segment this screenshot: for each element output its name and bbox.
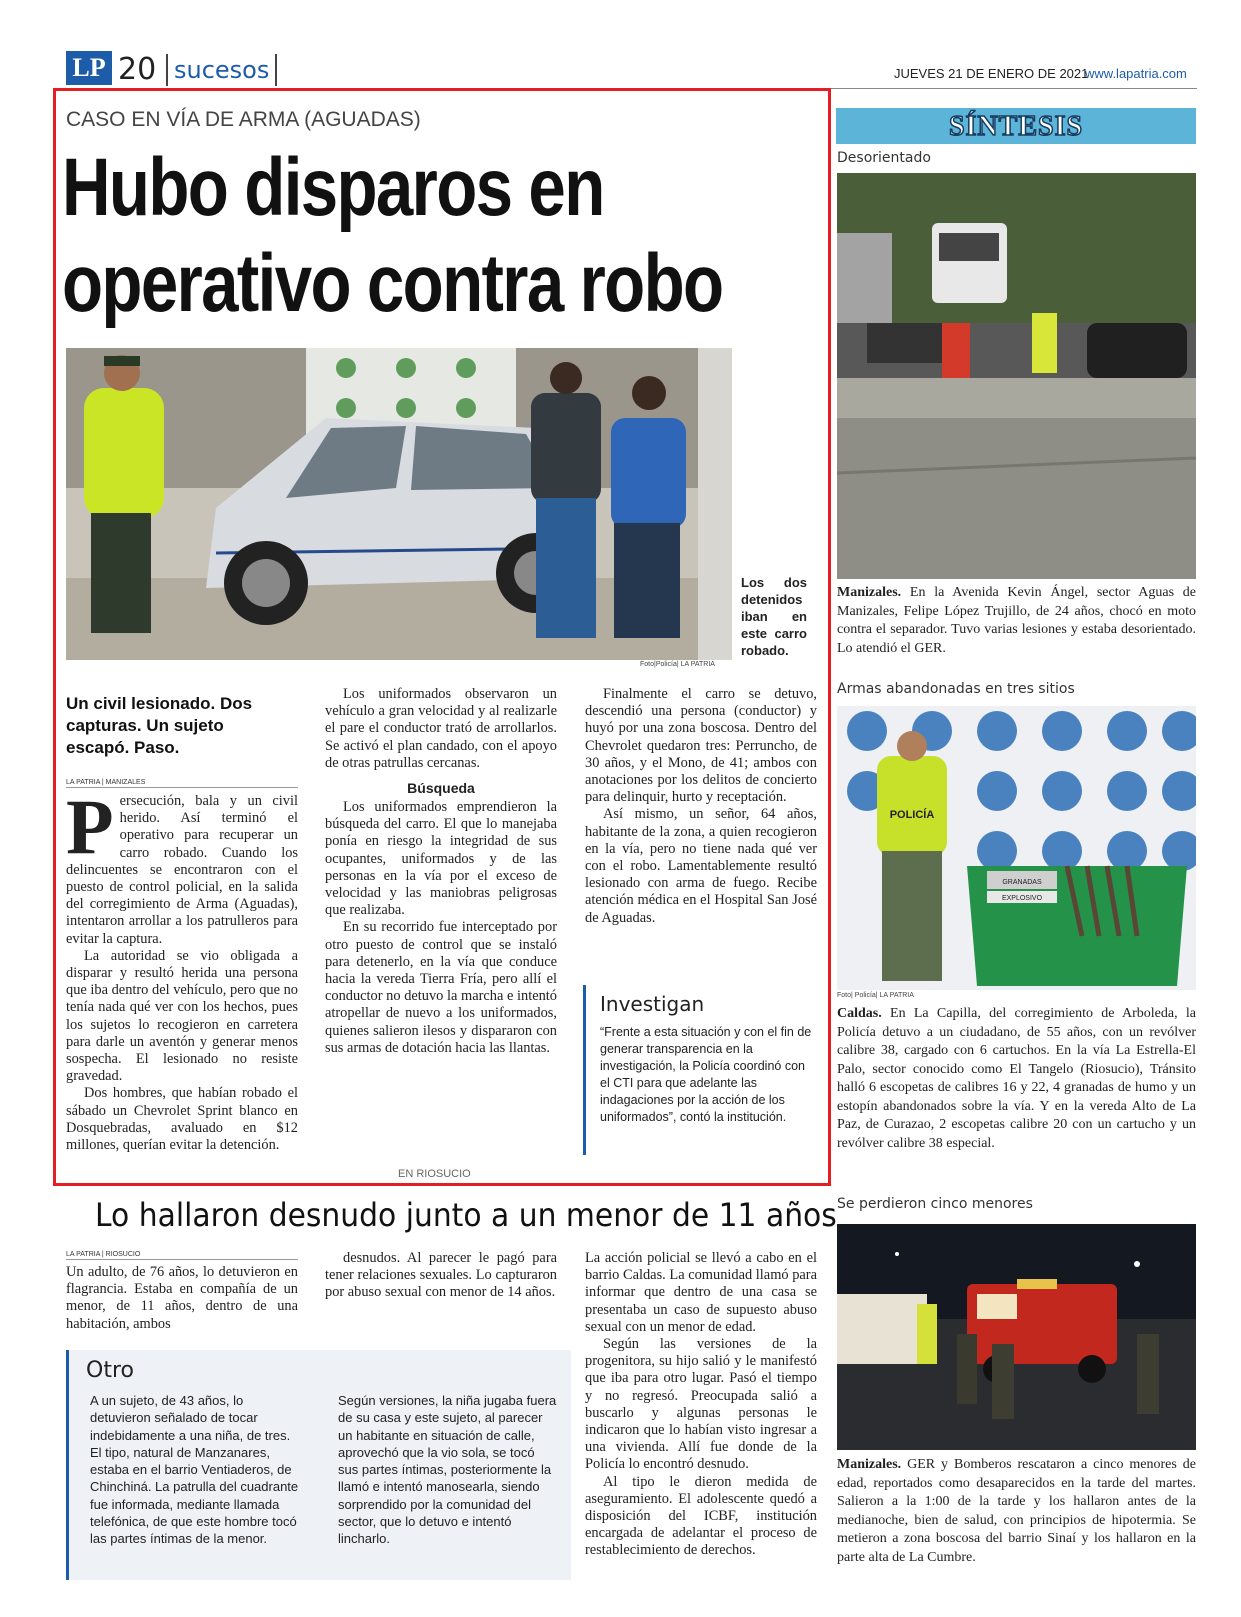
other-case-column-2: Según versiones, la niña jugaba fuera de su casa y este sujeto, al parecer un habitante en situación de calle, aprovechó que la vio sola, se tocó sus partes íntimas, posteriormente la llamó e intentó manosearla, siendo sorprendido por la comunidad del sector, que lo detuvo e intentó lincharlo. bbox=[338, 1393, 557, 1547]
other-case-column-1: A un sujeto, de 43 años, lo detuvieron señalado de tocar indebidamente a una niña, de tres. El tipo, natural de Manzanares, estaba en el barrio Ventiaderos, de Chinchiná. La patrulla del cuadrante fue informada, mediante llamada telefónica, de que este hombre tocó las partes íntimas de la menor. bbox=[90, 1393, 299, 1547]
other-case-title: Otro bbox=[86, 1358, 134, 1383]
article-headline bbox=[62, 140, 723, 332]
website-link[interactable]: www.lapatria.com bbox=[1085, 66, 1187, 81]
second-article-column-2 bbox=[325, 1250, 557, 1302]
explosivo-label: EXPLOSIVO bbox=[1001, 895, 1043, 902]
brief-2-text bbox=[837, 1005, 1196, 1153]
brief-2-photo bbox=[837, 706, 1196, 990]
drop-cap: P bbox=[66, 783, 114, 870]
brief-1-body: En la Avenida Kevin Ángel, sector Aguas de Manizales, Felipe López Trujillo, de 24 años, chocó en moto contra el separador. Tuvo varias lesiones y estaba desorientado. Lo atendió el GER. bbox=[837, 585, 1196, 656]
section-name: sucesos bbox=[166, 54, 277, 86]
brief-2-body: En La Capilla, del corregimiento de Arboleda, la Policía detuvo a un ciudadano, de 55 años, con un revólver calibre 38, cargado con 6 cartuchos. En la vía La Estrella-El Palo, sector conocido como El Tangelo (Riosucio), Tránsito halló 6 escopetas de calibres 16 y 22, 4 granadas de humo y un estopín abandonados sobre la vía. Y en la vereda Alto de La Paz, de Curazao, 2 escopetas calibre 20 con un cartucho y un revólver calibre 38 especial. bbox=[837, 1006, 1196, 1151]
newspaper-logo: LP bbox=[66, 51, 112, 85]
second-paragraph-3: Según las versiones de la progenitora, su hijo salió y le manifestó que iba para otro lugar. Pasó el tiempo y no regresó. Preocupada salió a buscarlo y algunas personas le indicaron que lo habían visto ingresar a una vivienda. Allí fue donde de la Policía lo encontró desnudo. bbox=[585, 1336, 817, 1473]
brief-3-label: Se perdieron cinco menores bbox=[837, 1196, 1033, 1212]
second-article-kicker: EN RIOSUCIO bbox=[398, 1168, 471, 1180]
paragraph-8: Así mismo, un señor, 64 años, habitante de la zona, a quien recogieron en la vía, pero no tiene nada qué ver con el robo. Lamentablemente resultó lesionado con arma de fuego. Recibe atención médica en el Hospital San José de Aguadas. bbox=[585, 806, 817, 926]
brief-1-lead: Manizales. bbox=[837, 585, 902, 600]
brief-2-photo-credit: Foto| Policía| LA PATRIA bbox=[837, 992, 914, 999]
brief-2-label: Armas abandonadas en tres sitios bbox=[837, 681, 1075, 697]
subheading: Búsqueda bbox=[407, 780, 475, 797]
paragraph-7: Finalmente el carro se detuvo, descendió una persona (conductor) y huyó por una zona boscosa. Dentro del Chevrolet quedaron tres: Perruncho, de 30 años, y el Mono, de 41; ambos con anotaciones por los delitos de concierto para delinquir, hurto y receptación. bbox=[585, 686, 817, 806]
photo-caption: Los dos detenidos iban en este carro robado. bbox=[741, 575, 807, 658]
rescue-night-photo bbox=[837, 1224, 1196, 1450]
headline-line-1: Hubo disparos en bbox=[62, 142, 604, 233]
second-paragraph-4: Al tipo le dieron medida de aseguramiento. El adolescente quedó a disposición del ICBF, institución encargada de adelantar el proceso de restablecimiento de derechos. bbox=[585, 1473, 817, 1559]
brief-1-photo bbox=[837, 173, 1196, 579]
brief-3-photo bbox=[837, 1224, 1196, 1450]
paragraph-3: Dos hombres, que habían robado el sábado un Chevrolet Sprint blanco en Dosquebradas, avaluado en $12 millones, querían evitar la detención. bbox=[66, 1085, 298, 1154]
second-paragraph-1: Un adulto, de 76 años, lo detuvieron en flagrancia. Estaba en compañía de un menor, de 11 años, dentro de una habitación, ambos bbox=[66, 1264, 298, 1332]
second-paragraph-1-continued: desnudos. Al parecer le pagó para tener relaciones sexuales. Lo capturaron por abuso sexual con menor de 14 años. bbox=[325, 1250, 557, 1301]
article-kicker: CASO EN VÍA DE ARMA (AGUADAS) bbox=[66, 108, 421, 131]
moto-accident-photo bbox=[837, 173, 1196, 579]
seized-weapons-photo bbox=[837, 706, 1196, 990]
paragraph-1: ersecución, bala y un civil herido. Así terminó el operativo para recuperar un carro robado. Cuando los delincuentes se encontraron con el puesto de control policial, en la salida del corregimiento de Arma (Aguadas), intentaron arrollar a los patrulleros para evitar la captura. bbox=[66, 793, 298, 947]
second-article-column-1 bbox=[66, 1264, 298, 1333]
article-byline: LA PATRIA | MANIZALES bbox=[66, 779, 298, 788]
second-paragraph-2: La acción policial se llevó a cabo en el barrio Caldas. La comunidad llamó para informar que dentro de una casa se presentaba un caso de supuesto abuso sexual con un menor de edad. bbox=[585, 1250, 817, 1335]
brief-3-body: GER y Bomberos rescataron a cinco menores de edad, reportados como desaparecidos en la tarde del martes. Salieron a la 1:00 de la tarde y los hallaron antes de la medianoche, bien de salud, con principios de hipotermia. Se metieron a zona boscosa del barrio Sinaí y los hallaron en la parte alta de La Cumbre. bbox=[837, 1457, 1196, 1565]
photo-credit: Foto|Policía| LA PATRIA bbox=[640, 661, 715, 668]
quote-box-text: “Frente a esta situación y con el fin de generar transparencia en la investigación, la Policía coordinó con el CTI para que adelante las indagaciones por la acción de los uniformados”, contó la institución. bbox=[600, 1025, 812, 1124]
paragraph-4: Los uniformados observaron un vehículo a gran velocidad y al realizarle el pare el conductor trató de arrollarlos. Se activó el plan candado, con el apoyo de otras patrullas cercanas. bbox=[325, 686, 557, 771]
vest-text: POLICÍA bbox=[889, 809, 935, 821]
second-article-byline: LA PATRIA | RIOSUCIO bbox=[66, 1251, 298, 1260]
paragraph-5: Los uniformados emprendieron la búsqueda del carro. El que lo manejaba ponía en riesgo la integridad de sus ocupantes, uniformados y de las personas en la vía por el exceso de velocidad y las maniobras peligrosas que realizaba. bbox=[325, 799, 557, 919]
brief-1-text bbox=[837, 584, 1196, 658]
brief-1-label: Desorientado bbox=[837, 150, 931, 166]
article-column-2 bbox=[325, 686, 557, 1057]
stolen-car-photo bbox=[66, 348, 732, 660]
issue-date: JUEVES 21 DE ENERO DE 2021 bbox=[894, 66, 1089, 81]
brief-3-lead: Manizales. bbox=[837, 1457, 902, 1472]
article-summary: Un civil lesionado. Dos capturas. Un sujeto escapó. Paso. bbox=[66, 694, 253, 757]
paragraph-6: En su recorrido fue interceptado por otro puesto de control que se instaló para detenerlo, en la vía que conduce hacia la vereda Tierra Fría, pero allí el conductor no detuvo la marcha e intentó atropellar de nuevo a los uniformados, quienes salieron ilesos y dispararon con sus armas de dotación hacia las llantas. bbox=[325, 919, 557, 1056]
second-article-column-3 bbox=[585, 1250, 817, 1560]
quote-box bbox=[583, 985, 815, 1155]
article-column-3 bbox=[585, 686, 817, 927]
brief-2-lead: Caldas. bbox=[837, 1006, 882, 1021]
sidebar-title: SÍNTESIS bbox=[948, 111, 1084, 142]
second-article-headline: Lo hallaron desnudo junto a un menor de 11 años bbox=[95, 1196, 837, 1234]
brief-3-text bbox=[837, 1456, 1196, 1567]
headline-line-2: operativo contra robo bbox=[62, 238, 723, 329]
article-photo bbox=[66, 348, 732, 660]
granadas-label: GRANADAS bbox=[1002, 879, 1042, 886]
article-column-1 bbox=[66, 783, 298, 1154]
paragraph-2: La autoridad se vio obligada a disparar y resultó herida una persona que iba dentro del vehículo, pero que no tenía nada qué ver con los hechos, pues los sujetos lo recogieron en carretera para darle un aventón y generar menos sospecha. El lesionado no resiste gravedad. bbox=[66, 947, 298, 1085]
quote-box-title: Investigan bbox=[600, 992, 705, 1016]
page-number: 20 bbox=[118, 52, 157, 87]
